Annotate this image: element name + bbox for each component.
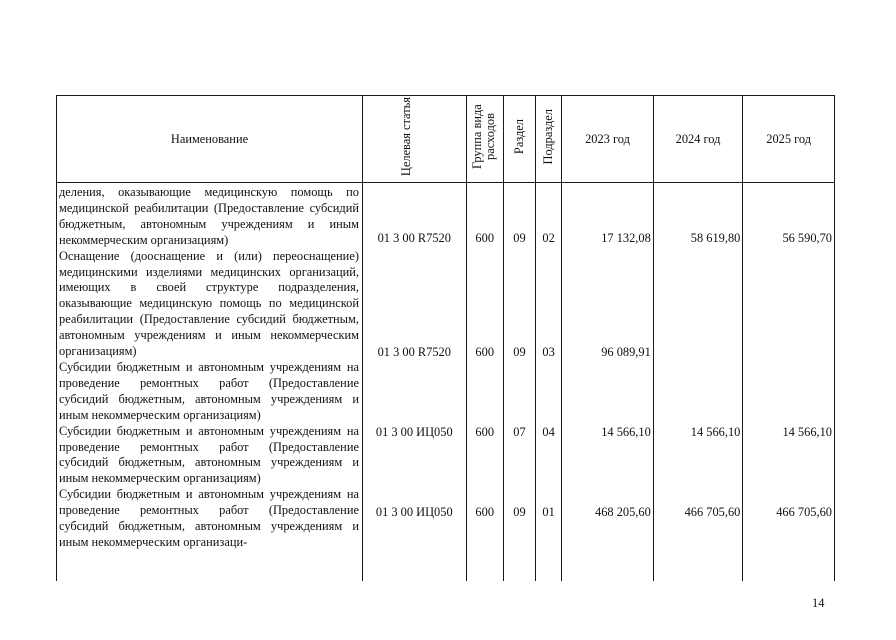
table-body-row <box>57 183 835 582</box>
header-expense-group-label: Группа вида расходов <box>469 104 497 170</box>
target-article-column <box>362 183 466 582</box>
table-cell: 01 3 00 R7520 <box>377 231 451 245</box>
header-year-2024-label: 2024 год <box>675 131 721 146</box>
year-2024-column <box>653 183 743 582</box>
header-year-2023-label: 2023 год <box>585 131 630 146</box>
table-cell: 09 <box>513 345 526 359</box>
name-column <box>57 183 363 582</box>
header-target-article <box>362 96 466 183</box>
table-cell: 466 705,60 <box>684 505 741 519</box>
table-cell: 04 <box>542 425 555 439</box>
table-cell: 01 3 00 R7520 <box>377 345 451 359</box>
year-2025-column <box>743 183 835 582</box>
table-cell: 58 619,80 <box>690 231 741 245</box>
header-name <box>57 96 363 183</box>
table-cell: 07 <box>513 425 526 439</box>
header-expense-group <box>466 96 503 183</box>
header-year-2025 <box>743 96 835 183</box>
header-year-2024 <box>653 96 743 183</box>
year-2023-column <box>562 183 654 582</box>
subsection-column <box>536 183 562 582</box>
table-cell: 600 <box>475 231 495 245</box>
table-cell: 466 705,60 <box>776 505 832 519</box>
table-cell: 600 <box>475 505 495 519</box>
header-year-2025-label: 2025 год <box>766 131 812 146</box>
table-cell: 56 590,70 <box>782 231 832 245</box>
header-row <box>57 96 835 183</box>
table-cell: 01 3 00 ИЦ050 <box>375 505 453 519</box>
table-cell: 14 566,10 <box>782 425 832 439</box>
table-cell: 468 205,60 <box>595 505 651 519</box>
table-cell: 14 566,10 <box>690 425 741 439</box>
name-column-text: деления, оказывающие медицинскую помощь по медицинской реабилитации (Предоставление субсидий бюджетным, автономным учреждениям и иным некоммерческим организациям) Оснащение (дооснащение и (или) переоснащение) медицинскими изделиями медицинских организаций, имеющих в своей структуре подразделения, оказывающие медицинскую помощь по медицинской реабилитации (Предоставление субсидий бюджетным, автономным учреждениям и иным некоммерческим организациям) Субсидии бюджетным и автономным учреждениям на проведение ремонтных работ (Предоставление субсидий бюджетным, автономным учреждениям и иным некоммерческим организациям) Субсидии бюджетным и автономным учреждениям на проведение ремонтных работ (Предоставление субсидий бюджетным, автономным учреждениям и иным некоммерческим организациям) Субсидии бюджетным и автономным учреждениям на проведение ремонтных работ (Предоставление субсидий бюджетным, автономным учреждениям и иным некоммерческим организаци- <box>59 185 359 549</box>
header-section <box>503 96 535 183</box>
table-cell: 14 566,10 <box>601 425 651 439</box>
table-cell: 09 <box>513 505 526 519</box>
table-cell: 600 <box>475 425 495 439</box>
header-subsection <box>536 96 562 183</box>
table-cell: 03 <box>542 345 555 359</box>
section-column <box>503 183 535 582</box>
table-cell: 01 3 00 ИЦ050 <box>375 425 453 439</box>
header-name-label: Наименование <box>170 131 249 146</box>
header-target-article-label: Целевая статья <box>399 97 414 177</box>
header-subsection-label: Подраздел <box>541 109 556 165</box>
header-year-2023 <box>562 96 654 183</box>
budget-table <box>56 95 835 581</box>
header-section-label: Раздел <box>511 119 526 155</box>
table-cell: 17 132,08 <box>601 231 651 245</box>
table-cell: 01 <box>542 505 555 519</box>
table-cell: 600 <box>475 345 495 359</box>
table-cell: 02 <box>542 231 555 245</box>
expense-group-column <box>466 183 503 582</box>
table-cell: 96 089,91 <box>601 345 651 359</box>
page-number: 14 <box>812 596 825 610</box>
table-cell: 09 <box>513 231 526 245</box>
